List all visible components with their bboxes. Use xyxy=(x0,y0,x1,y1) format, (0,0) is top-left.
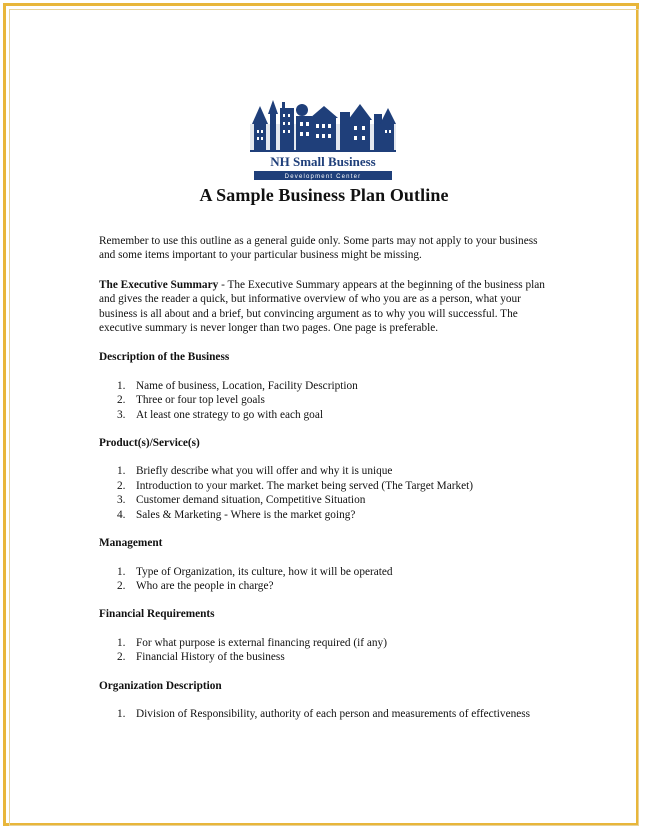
intro-paragraph: Remember to use this outline as a general guide only. Some parts may not apply to your business and some items important to your particular business might be missing. xyxy=(99,235,538,262)
list-number: 1. xyxy=(117,465,126,478)
list-text: At least one strategy to go with each goal xyxy=(136,408,323,421)
list-item xyxy=(99,479,554,493)
section xyxy=(99,436,554,522)
executive-summary-label: The Executive Summary xyxy=(99,278,219,291)
list-item xyxy=(99,636,554,650)
section xyxy=(99,679,554,722)
section-heading: Product(s)/Service(s) xyxy=(99,437,200,450)
list-number: 2. xyxy=(117,479,126,492)
list-number: 1. xyxy=(117,636,126,649)
section xyxy=(99,350,554,422)
list-number: 1. xyxy=(117,707,126,720)
section xyxy=(99,536,554,593)
list-number: 1. xyxy=(117,379,126,392)
list-text: Sales & Marketing - Where is the market going? xyxy=(136,508,356,521)
section-heading: Financial Requirements xyxy=(99,608,215,621)
section-heading: Organization Description xyxy=(99,679,222,692)
list-item xyxy=(99,493,554,507)
logo-sub-text: Development Center xyxy=(284,174,362,180)
list-number: 4. xyxy=(117,508,126,521)
list-text: Name of business, Location, Facility Description xyxy=(136,379,358,392)
section-heading: Management xyxy=(99,537,163,550)
list-text: Customer demand situation, Competitive Situation xyxy=(136,494,366,507)
list-item xyxy=(99,408,554,422)
list-text: Type of Organization, its culture, how it will be operated xyxy=(136,565,393,578)
nh-sbdc-logo xyxy=(248,84,398,186)
list-text: Who are the people in charge? xyxy=(136,579,274,592)
list-number: 3. xyxy=(117,494,126,507)
list-text: Briefly describe what you will offer and why it is unique xyxy=(136,465,393,478)
list-number: 2. xyxy=(117,394,126,407)
list-item xyxy=(99,508,554,522)
list-item xyxy=(99,650,554,664)
section-heading: Description of the Business xyxy=(99,351,230,364)
section-list xyxy=(99,636,554,665)
document-body xyxy=(99,234,554,735)
list-number: 3. xyxy=(117,408,126,421)
section xyxy=(99,607,554,664)
executive-summary-paragraph xyxy=(99,278,554,336)
list-item xyxy=(99,379,554,393)
list-text: For what purpose is external financing required (if any) xyxy=(136,636,387,649)
list-item xyxy=(99,464,554,478)
list-number: 2. xyxy=(117,651,126,664)
document-title: A Sample Business Plan Outline xyxy=(199,185,449,205)
list-number: 1. xyxy=(117,565,126,578)
logo-name-text: NH Small Business xyxy=(270,154,376,169)
section-list xyxy=(99,464,554,522)
logo-illustration xyxy=(248,84,398,186)
list-text: Introduction to your market. The market being served (The Target Market) xyxy=(136,479,474,492)
section-list xyxy=(99,379,554,422)
list-number: 2. xyxy=(117,579,126,592)
list-item xyxy=(99,707,554,721)
list-text: Financial History of the business xyxy=(136,651,285,664)
list-text: Division of Responsibility, authority of each person and measurements of effectiveness xyxy=(136,707,531,720)
section-list xyxy=(99,565,554,594)
list-text: Three or four top level goals xyxy=(136,394,265,407)
list-item xyxy=(99,579,554,593)
list-item xyxy=(99,565,554,579)
list-item xyxy=(99,393,554,407)
executive-summary-text: - The Executive Summary appears at the beginning of the business plan and gives the reader a quick, but informative overview of who you are as a person, what your business is all about and a brief, but convincing argument as to why you will successful. The executive summary is never longer than two pages. One page is preferable. xyxy=(99,278,545,335)
section-list xyxy=(99,707,554,721)
